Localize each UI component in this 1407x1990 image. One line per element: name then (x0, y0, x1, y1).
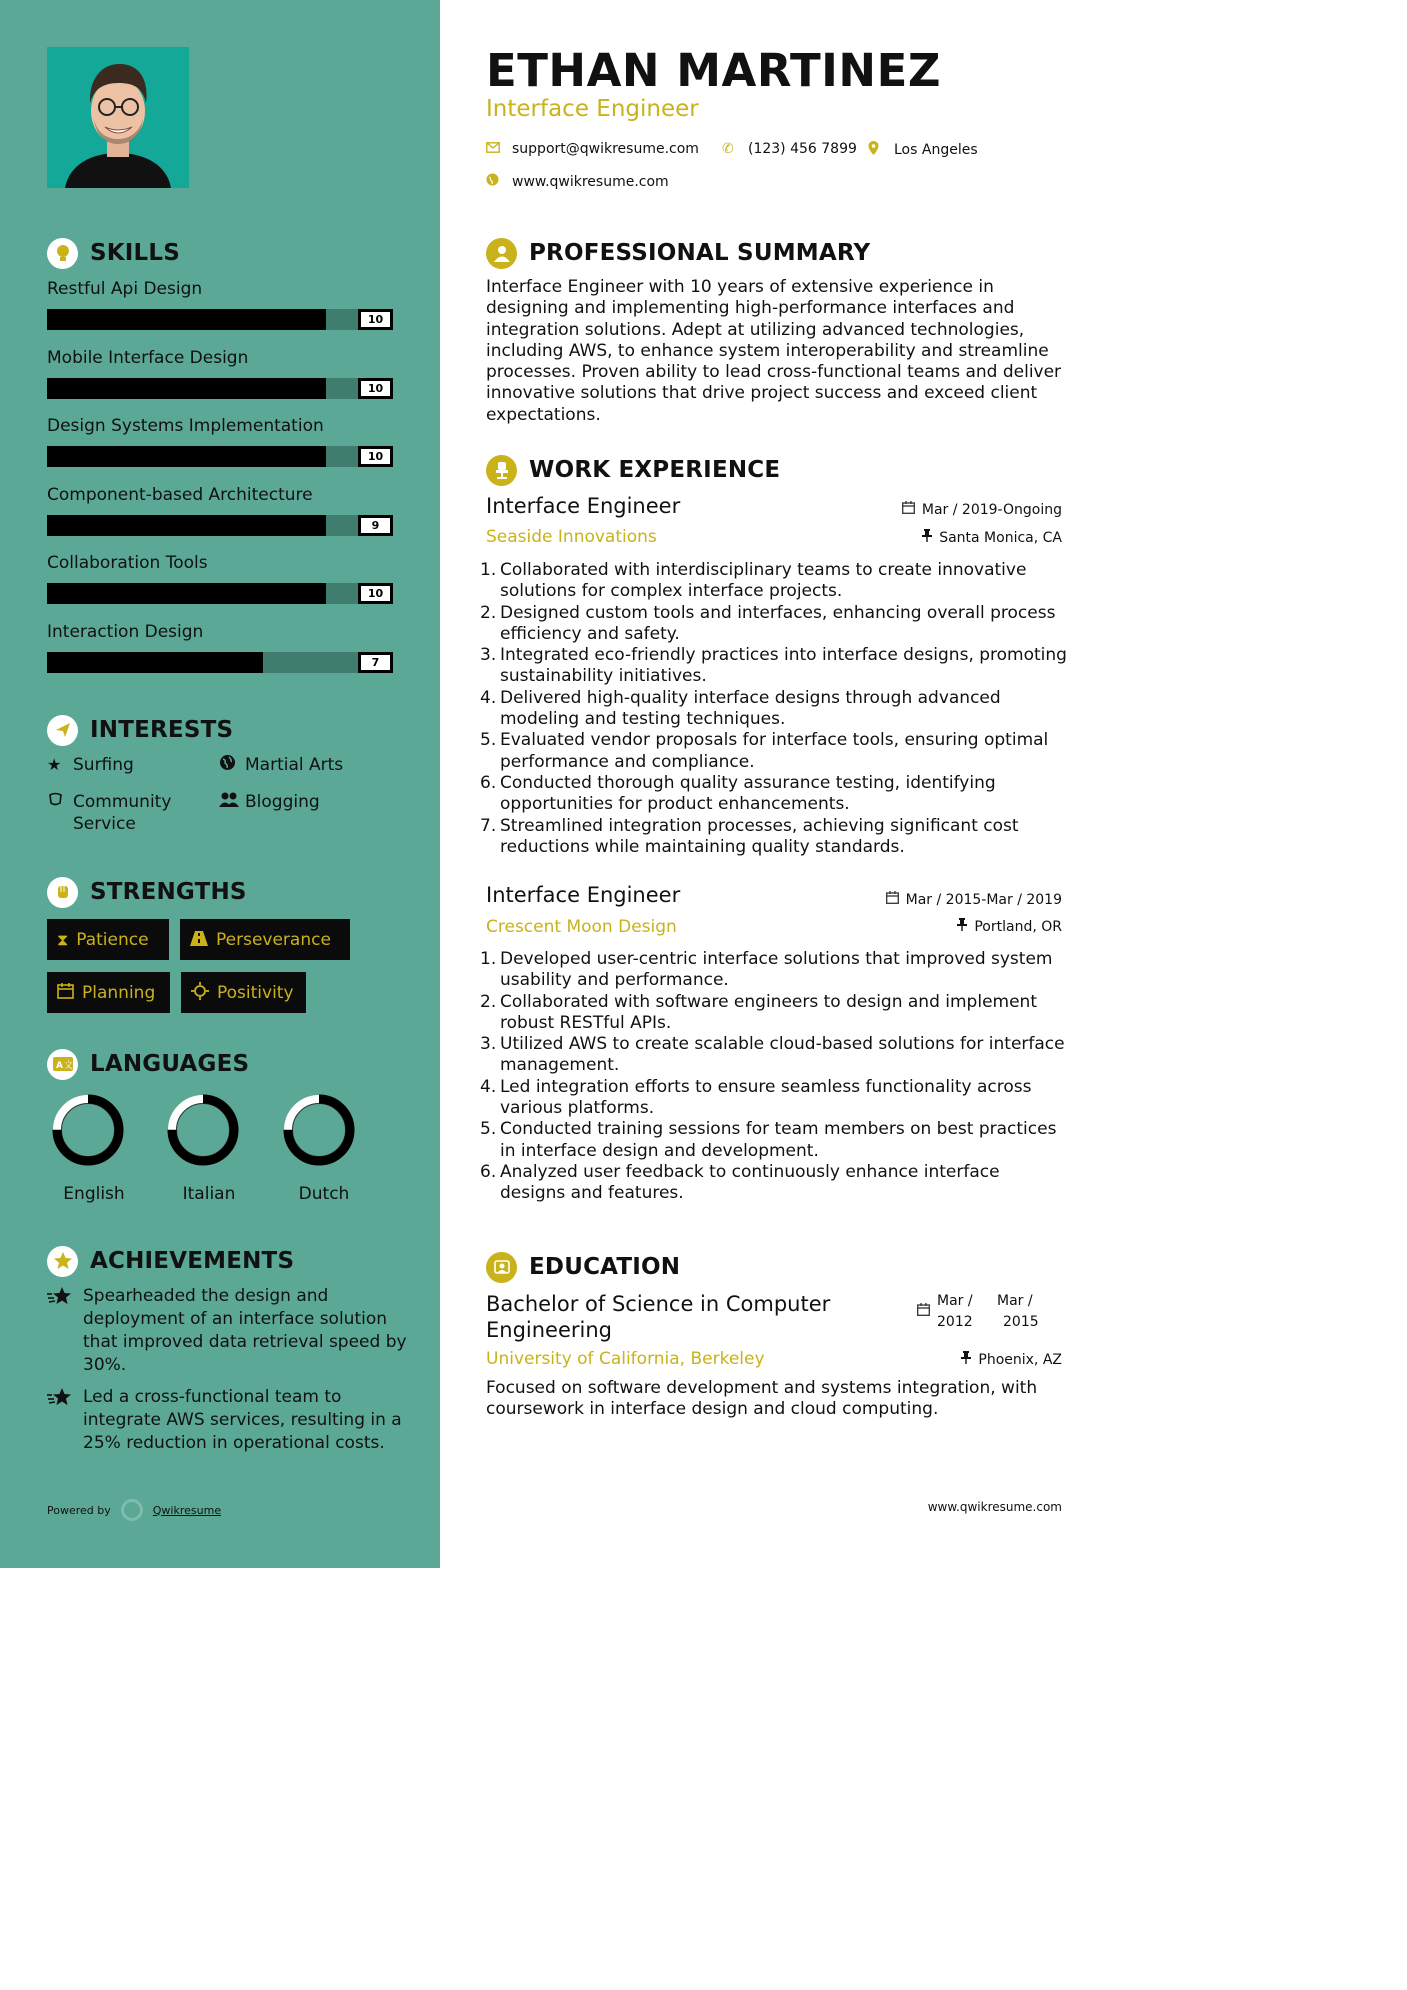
strength-label: Patience (76, 929, 149, 950)
job-bullet-list (480, 560, 1070, 858)
summary-header (486, 236, 870, 270)
achievements-header (47, 1244, 294, 1278)
star-icon: ★ (47, 755, 62, 774)
globe-icon (486, 173, 512, 190)
achievements-title: ACHIEVEMENTS (90, 1248, 295, 1274)
skill-name: Collaboration Tools (47, 553, 208, 573)
skill-item (47, 414, 393, 467)
skill-bar (47, 515, 393, 536)
paper-plane-icon (47, 715, 78, 746)
job-company: Crescent Moon Design (486, 917, 677, 937)
svg-text:A: A (55, 1061, 63, 1071)
candidate-name: ETHAN MARTINEZ (486, 44, 941, 97)
skill-name: Component-based Architecture (47, 485, 313, 505)
contact-phone[interactable] (722, 141, 857, 157)
interests-title: INTERESTS (90, 717, 234, 743)
envelope-icon (486, 141, 512, 157)
job-location (957, 918, 1062, 935)
skill-level: 10 (359, 379, 392, 398)
job-dates-text: Mar / 2019-Ongoing (921, 501, 1062, 518)
education-calendar-icon-wrap (917, 1303, 937, 1320)
skill-bar-fill (47, 515, 326, 536)
job-title: Interface Engineer (486, 883, 681, 907)
interest-label: Community Service (73, 792, 172, 834)
calendar-icon (917, 1303, 930, 1320)
road-icon (190, 930, 208, 950)
experience-title: WORK EXPERIENCE (529, 457, 781, 483)
strength-tag-patience (47, 919, 169, 960)
skill-level: 10 (359, 584, 392, 603)
job-dates-text: Mar / 2015-Mar / 2019 (905, 891, 1062, 908)
strength-label: Planning (82, 982, 156, 1003)
footer-website[interactable]: www.qwikresume.com (927, 1500, 1062, 1514)
skill-name: Interaction Design (47, 622, 204, 642)
skill-bar (47, 378, 393, 399)
achievement-item (47, 1386, 407, 1455)
globe-icon (219, 754, 245, 777)
phone-text: (123) 456 7899 (748, 141, 857, 157)
skill-level: 9 (359, 516, 392, 535)
star-badge-icon (47, 1246, 78, 1277)
interest-item-community-service (47, 791, 197, 835)
language-gauge-inner-ring (62, 1104, 115, 1157)
education-location-text: Phoenix, AZ (978, 1351, 1062, 1368)
skill-bar (47, 446, 393, 467)
achievement-text: Led a cross-functional team to integrate AWS services, resulting in a 25% reduction in operational costs. (83, 1387, 402, 1453)
language-gauge-inner-ring (293, 1104, 346, 1157)
language-label-italian: Italian (182, 1184, 236, 1204)
job-bullet: 6. Conducted thorough quality assurance testing, identifying opportunities for product enhancements. (480, 772, 996, 815)
skill-bar-fill (47, 378, 326, 399)
hand-icon (47, 791, 73, 835)
skill-bar (47, 652, 393, 673)
education-end-date: Mar / 2015 (997, 1293, 1039, 1330)
skills-title: SKILLS (90, 240, 181, 266)
language-gauge-inner-ring (177, 1104, 230, 1157)
skills-header (47, 236, 180, 270)
experience-header (486, 453, 780, 487)
powered-by-label: Powered by (47, 1503, 111, 1517)
job-location-text: Portland, OR (974, 918, 1062, 935)
qwikresume-logo-icon (121, 1499, 143, 1521)
language-gauge-english (51, 1093, 125, 1167)
contact-website[interactable] (486, 173, 669, 190)
calendar-icon (886, 891, 899, 908)
pushpin-icon (957, 918, 967, 935)
strength-label: Positivity (217, 982, 294, 1003)
skill-item (47, 551, 393, 604)
skill-level: 7 (359, 653, 392, 672)
skill-item (47, 483, 393, 536)
job-bullet: 4. Delivered high-quality interface designs through advanced modeling and testing techniques. (480, 687, 1001, 730)
svg-text:文: 文 (63, 1061, 73, 1071)
candidate-role: Interface Engineer (486, 96, 699, 122)
education-description: Focused on software development and systems integration, with coursework in interface design and cloud computing. (486, 1378, 1038, 1420)
education-degree: Bachelor of Science in Computer Engineering (486, 1292, 831, 1342)
email-text: support@qwikresume.com (512, 141, 699, 157)
skill-level: 10 (359, 447, 392, 466)
interest-label: Martial Arts (245, 755, 344, 775)
pushpin-icon (922, 529, 932, 546)
job-bullet: 7. Streamlined integration processes, achieving significant cost reductions while maintaining quality standards. (480, 815, 1019, 857)
strength-tag-perseverance (180, 919, 350, 960)
profile-photo (47, 47, 189, 188)
website-text: www.qwikresume.com (512, 173, 669, 190)
skill-bar-fill (47, 446, 326, 467)
education-start-date: Mar / 2012 (937, 1293, 973, 1330)
job-dates (886, 891, 1062, 908)
languages-header (47, 1047, 249, 1081)
education-header (486, 1250, 680, 1284)
interest-item-surfing (47, 754, 134, 776)
job-bullet: 5. Conducted training sessions for team members on best practices in interface design and development. (480, 1119, 1057, 1161)
fist-icon (47, 877, 78, 908)
languages-title: LANGUAGES (90, 1051, 250, 1077)
powered-by (47, 1499, 221, 1521)
job-bullet: 3. Utilized AWS to create scalable cloud-based solutions for interface management. (480, 1034, 1065, 1076)
job-bullet: 2. Designed custom tools and interfaces, enhancing overall process efficiency and safety. (480, 602, 1056, 644)
shooting-star-icon (47, 1386, 83, 1455)
summary-text: Interface Engineer with 10 years of extensive experience in designing and implementing high-performance interfaces and integration solutions. Adept at utilizing advanced technologies, including AWS, to enhance system interoperability and streamline processes. Proven ability to lead cross-functional teams and deliver innovative solutions that drive project success and exceed client expectations. (486, 277, 1062, 425)
user-icon (486, 238, 517, 269)
shooting-star-icon (47, 1285, 83, 1377)
users-icon (219, 791, 245, 814)
skill-bar-fill (47, 583, 326, 604)
contact-location (868, 141, 978, 159)
job-bullet: 5. Evaluated vendor proposals for interface tools, ensuring optimal performance and compliance. (480, 730, 1049, 772)
job-bullet: 2. Collaborated with software engineers to design and implement robust RESTful APIs. (480, 991, 1037, 1033)
summary-title: PROFESSIONAL SUMMARY (529, 240, 871, 266)
achievement-item (47, 1285, 407, 1377)
language-label-dutch: Dutch (298, 1184, 350, 1204)
job-bullet: 3. Integrated eco-friendly practices into interface designs, promoting sustainability initiatives. (480, 645, 1067, 687)
job-location-text: Santa Monica, CA (939, 529, 1062, 546)
skill-level: 10 (359, 310, 392, 329)
skill-name: Design Systems Implementation (47, 416, 324, 436)
location-text: Los Angeles (894, 142, 978, 158)
interest-label: Surfing (73, 755, 134, 775)
strengths-title: STRENGTHS (90, 879, 247, 905)
interest-item-martial-arts (219, 754, 343, 777)
job-bullet: 4. Led integration efforts to ensure seamless functionality across various platforms. (480, 1076, 1032, 1119)
job-dates (902, 501, 1062, 518)
pushpin-icon (961, 1351, 971, 1368)
qwikresume-link[interactable]: Qwikresume (152, 1503, 222, 1517)
language-label-english: English (63, 1184, 125, 1204)
job-title: Interface Engineer (486, 494, 681, 518)
skill-bar (47, 583, 393, 604)
map-pin-icon (868, 141, 894, 159)
strength-tag-planning (47, 972, 170, 1013)
skill-bar-fill (47, 309, 326, 330)
phone-icon: ✆ (722, 141, 734, 157)
language-icon (47, 1049, 78, 1080)
education-title: EDUCATION (529, 1254, 681, 1280)
skill-item (47, 277, 393, 330)
job-location (922, 529, 1062, 546)
strengths-header (47, 875, 247, 909)
skill-bar (47, 309, 393, 330)
skill-name: Restful Api Design (47, 279, 203, 299)
skill-bar-fill (47, 652, 263, 673)
calendar-icon (57, 982, 74, 1003)
sidebar (0, 0, 440, 1568)
language-gauge-italian (166, 1093, 240, 1167)
language-gauge-dutch (282, 1093, 356, 1167)
job-bullet: 6. Analyzed user feedback to continuously enhance interface designs and features. (480, 1161, 1000, 1204)
office-chair-icon (486, 455, 517, 486)
skill-item (47, 346, 393, 399)
job-bullet: 1. Developed user-centric interface solutions that improved system usability and performance. (480, 949, 1053, 991)
education-school: University of California, Berkeley (486, 1349, 765, 1369)
lightbulb-icon (47, 238, 78, 269)
job-bullet: 1. Collaborated with interdisciplinary teams to create innovative solutions for complex interface projects. (480, 560, 1027, 602)
hourglass-icon: ⧗ (57, 929, 69, 949)
strength-tag-positivity (181, 972, 306, 1013)
job-company: Seaside Innovations (486, 527, 657, 547)
interests-header (47, 713, 233, 747)
job-bullet-list (480, 949, 1070, 1205)
interest-item-blogging (219, 791, 320, 814)
contact-email[interactable] (486, 141, 699, 157)
interest-label: Blogging (245, 792, 320, 812)
calendar-icon (902, 501, 915, 518)
sun-icon (191, 982, 209, 1004)
strength-label: Perseverance (216, 929, 331, 950)
achievement-text: Spearheaded the design and deployment of an interface solution that improved data retrieval speed by 30%. (83, 1286, 407, 1375)
skill-name: Mobile Interface Design (47, 348, 249, 368)
graduate-icon (486, 1252, 517, 1283)
skill-item (47, 620, 393, 673)
education-location (961, 1351, 1062, 1368)
